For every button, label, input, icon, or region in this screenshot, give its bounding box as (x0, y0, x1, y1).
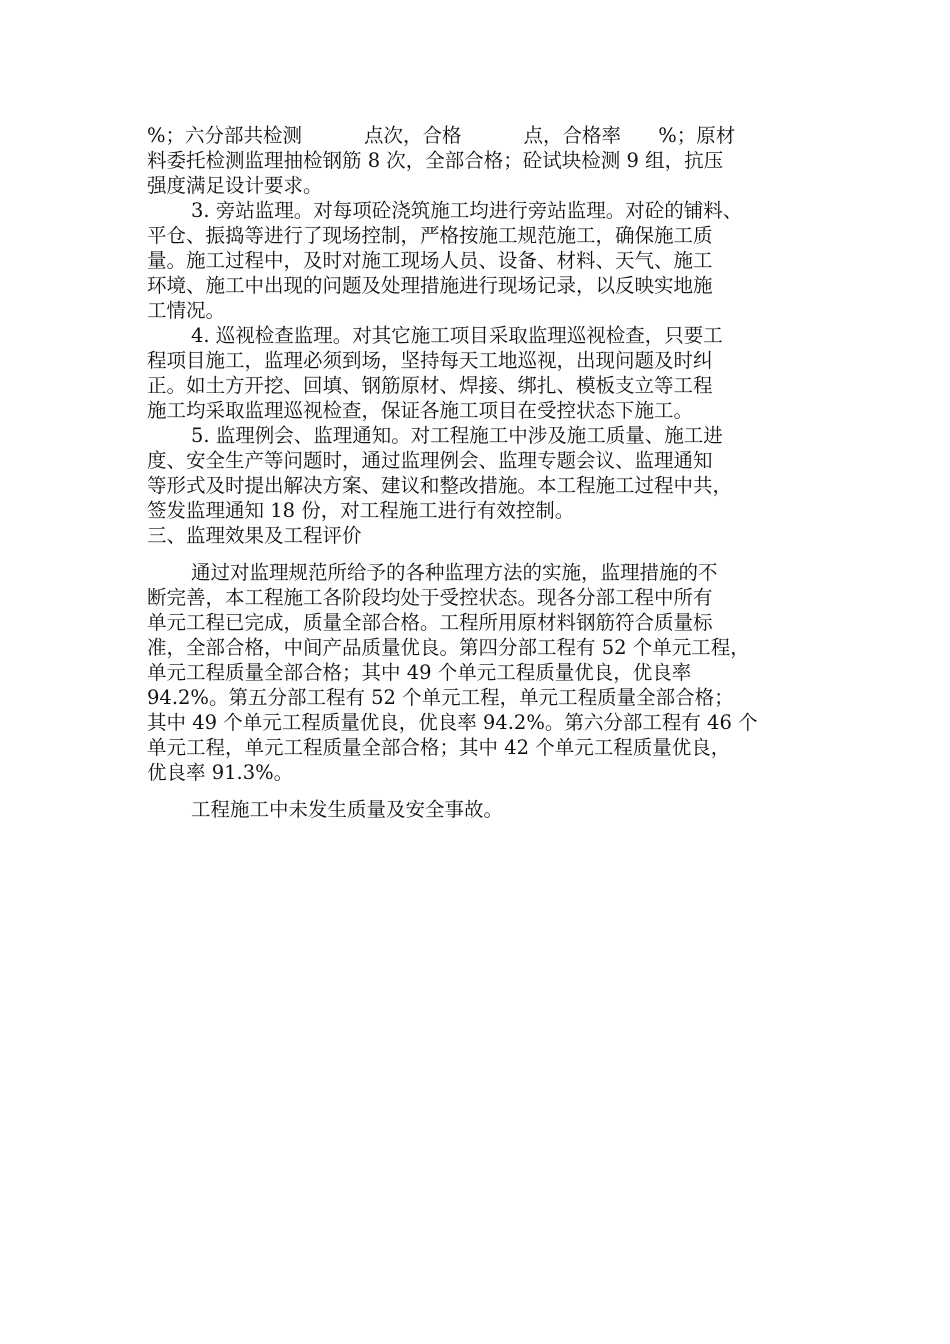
text-line: 正。如土方开挖、回填、钢筋原材、焊接、绑扎、模板支立等工程 (147, 374, 713, 397)
text-line: 优良率 91.3%。 (147, 761, 294, 784)
paragraph-patrol-inspection (147, 323, 817, 423)
text-line: 施工均采取监理巡视检查，保证各施工项目在受控状态下施工。 (147, 399, 694, 422)
text-line: 准，全部合格，中间产品质量优良。第四分部工程有 52 个单元工程， (147, 636, 750, 659)
paragraph-supervision-meetings (147, 423, 817, 523)
document-body (147, 123, 817, 822)
text-line: 程项目施工，监理必须到场，坚持每天工地巡视，出现问题及时纠 (147, 349, 713, 372)
text-line: 其中 49 个单元工程质量优良，优良率 94.2%。第六分部工程有 46 个 (147, 711, 758, 734)
text-line: %；六分部共检测 点次，合格 点，合格率 %；原材 (147, 124, 736, 147)
text-line: 94.2%。第五分部工程有 52 个单元工程，单元工程质量全部合格； (147, 686, 734, 709)
text-line: 工程施工中未发生质量及安全事故。 (191, 798, 504, 821)
section-heading: 三、监理效果及工程评价 (147, 524, 362, 547)
text-line: 等形式及时提出解决方案、建议和整改措施。本工程施工过程中共， (147, 474, 733, 497)
text-line: 量。施工过程中，及时对施工现场人员、设备、材料、天气、施工 (147, 249, 713, 272)
text-line: 强度满足设计要求。 (147, 174, 323, 197)
paragraph-no-accidents (147, 797, 817, 822)
text-line: 签发监理通知 18 份，对工程施工进行有效控制。 (147, 499, 575, 522)
paragraph-inspection-results (147, 123, 817, 198)
text-line: 4. 巡视检查监理。对其它施工项目采取监理巡视检查，只要工 (191, 324, 723, 347)
text-line: 环境、施工中出现的问题及处理措施进行现场记录，以反映实地施 (147, 274, 713, 297)
text-line: 度、安全生产等问题时，通过监理例会、监理专题会议、监理通知 (147, 449, 713, 472)
text-line: 料委托检测监理抽检钢筋 8 次，全部合格；砼试块检测 9 组，抗压 (147, 149, 724, 172)
text-line: 断完善，本工程施工各阶段均处于受控状态。现各分部工程中所有 (147, 586, 713, 609)
text-line: 单元工程已完成，质量全部合格。工程所用原材料钢筋符合质量标 (147, 611, 713, 634)
text-line: 平仓、振捣等进行了现场控制，严格按施工规范施工，确保施工质 (147, 224, 713, 247)
paragraph-supervision-effect (147, 560, 817, 785)
paragraph-side-station-supervision (147, 198, 817, 323)
text-line: 5. 监理例会、监理通知。对工程施工中涉及施工质量、施工进 (191, 424, 723, 447)
text-line: 3. 旁站监理。对每项砼浇筑施工均进行旁站监理。对砼的铺料、 (191, 199, 743, 222)
text-line: 通过对监理规范所给予的各种监理方法的实施，监理措施的不 (191, 561, 718, 584)
text-line: 单元工程，单元工程质量全部合格；其中 42 个单元工程质量优良， (147, 736, 731, 759)
text-line: 单元工程质量全部合格；其中 49 个单元工程质量优良，优良率 (147, 661, 692, 684)
text-line: 工情况。 (147, 299, 226, 322)
